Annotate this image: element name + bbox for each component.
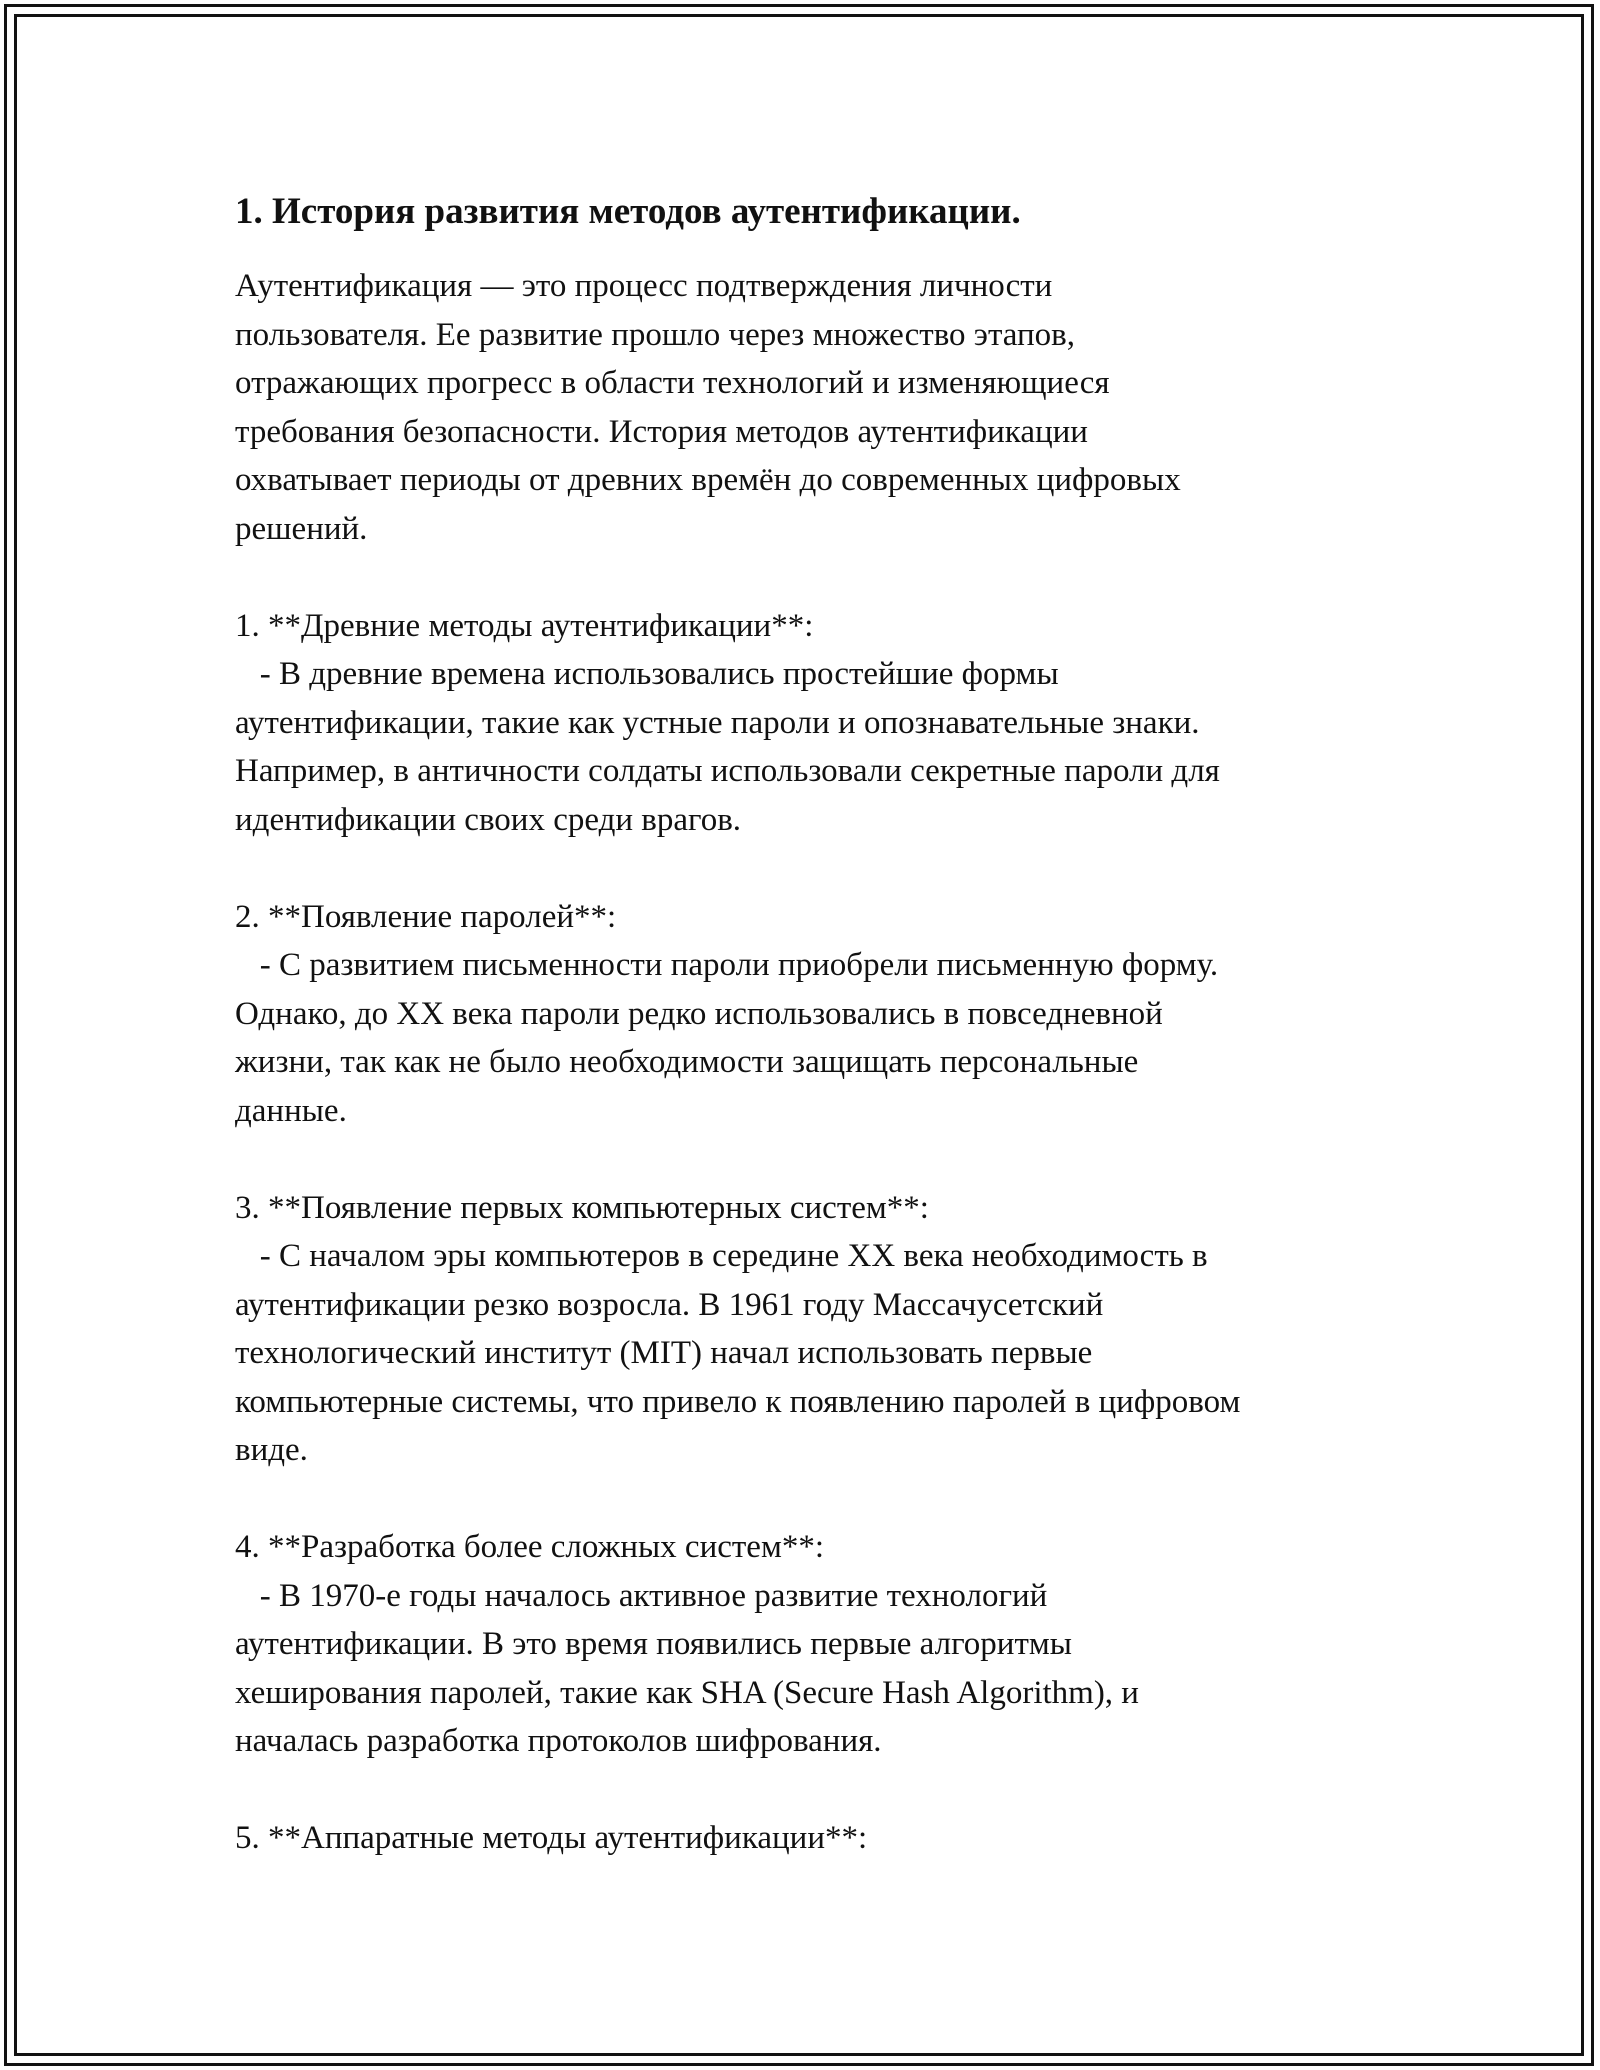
paragraph-spacer xyxy=(235,553,1385,602)
paragraph-spacer xyxy=(235,1135,1385,1184)
intro-paragraph: Аутентификация — это процесс подтверждения личности пользователя. Ее развитие прошло через множество этапов, отражающих прогресс в области технологий и изменяющиеся требования безопасности. История методов аутентификации охватывает периоды от древних времён до современных цифровых решений. xyxy=(235,268,1181,547)
section-heading-3: 3. **Появление первых компьютерных систем**: xyxy=(235,1189,929,1226)
paragraph-spacer xyxy=(235,1766,1385,1815)
section-heading-1: 1. **Древние методы аутентификации**: xyxy=(235,607,814,644)
document-body xyxy=(235,188,1385,1863)
section-heading-4: 4. **Разработка более сложных систем**: xyxy=(235,1529,825,1565)
section-heading-5: 5. **Аппаратные методы аутентификации**: xyxy=(235,1820,868,1856)
section-body-3: - С началом эры компьютеров в середине XX века необходимость в аутентификации резко возросла. В 1961 году Массачусетский технологический институт (MIT) начал использовать первые компьютерные системы, что привело к появлению паролей в цифровом виде. xyxy=(235,1238,1241,1468)
section-body-2: - С развитием письменности пароли приобрели письменную форму. Однако, до XX века пароли редко использовались в повседневной жизни, так как не было необходимости защищать персональные данные. xyxy=(235,947,1219,1129)
paragraph-spacer xyxy=(235,1475,1385,1524)
section-body-4: - В 1970-е годы началось активное развитие технологий аутентификации. В это время появились первые алгоритмы хеширования паролей, такие как SHA (Secure Hash Algorithm), и началась разработка протоколов шифрования. xyxy=(235,1577,1139,1759)
paragraph-spacer xyxy=(235,844,1385,893)
section-heading-2: 2. **Появление паролей**: xyxy=(235,898,617,935)
section-body-1: - В древние времена использовались простейшие формы аутентификации, такие как устные пароли и опознавательные знаки. Например, в античности солдаты использовали секретные пароли для идентификации своих среди врагов. xyxy=(235,656,1220,838)
document-title: 1. История развития методов аутентификации. xyxy=(235,191,1021,232)
